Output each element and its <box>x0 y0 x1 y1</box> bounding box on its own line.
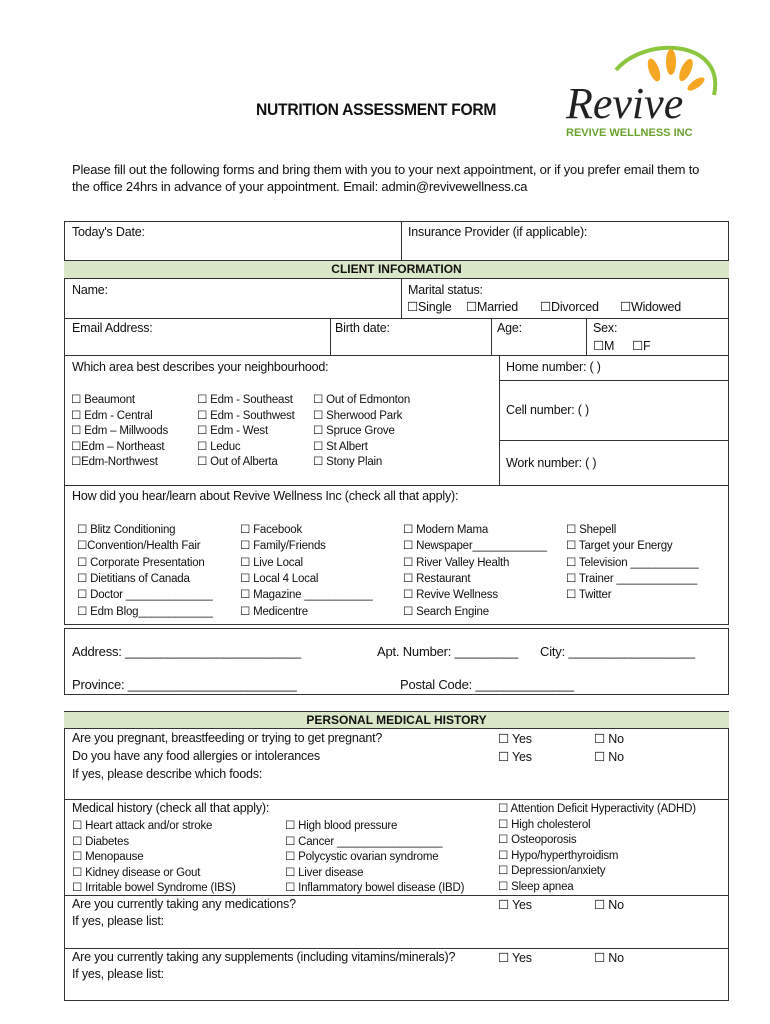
marital-label: Marital status: <box>408 283 483 297</box>
allergies-no[interactable]: ☐ No <box>594 750 624 764</box>
supplements-yes[interactable]: ☐ Yes <box>498 951 532 965</box>
birth-date-label[interactable]: Birth date: <box>335 321 390 335</box>
area-col1-checkbox-4[interactable]: ☐Edm – Northeast <box>71 440 165 453</box>
work-number-label[interactable]: Work number: ( ) <box>506 456 597 470</box>
insurance-label[interactable]: Insurance Provider (if applicable): <box>408 225 588 239</box>
medications-no[interactable]: ☐ No <box>594 898 624 912</box>
hear-col3-checkbox-3[interactable]: ☐ River Valley Health <box>403 556 510 569</box>
home-number-label[interactable]: Home number: ( ) <box>506 360 601 374</box>
area-col1-checkbox-3[interactable]: ☐ Edm – Millwoods <box>71 425 169 438</box>
history-col1-checkbox-4[interactable]: ☐ Kidney disease or Gout <box>72 866 201 879</box>
history-col2-checkbox-4[interactable]: ☐ Liver disease <box>285 866 364 879</box>
history-col1-checkbox-2[interactable]: ☐ Diabetes <box>72 835 129 848</box>
history-col1-checkbox-1[interactable]: ☐ Heart attack and/or stroke <box>72 820 213 832</box>
hear-col1-checkbox-1[interactable]: ☐ Blitz Conditioning <box>77 524 176 536</box>
area-col1-checkbox-1[interactable]: ☐ Beaumont <box>71 394 135 406</box>
apt-number-field[interactable]: Apt. Number: _________ <box>377 644 518 659</box>
history-col1-checkbox-5[interactable]: ☐ Irritable bowel Syndrome (IBS) <box>72 882 236 895</box>
hear-col3-checkbox-6[interactable]: ☐ Search Engine <box>403 605 489 618</box>
supplements-no[interactable]: ☐ No <box>594 951 624 965</box>
history-col2-checkbox-1[interactable]: ☐ High blood pressure <box>285 820 398 832</box>
medications-question: Are you currently taking any medications? <box>72 897 296 911</box>
history-col2-checkbox-3[interactable]: ☐ Polycystic ovarian syndrome <box>285 851 439 864</box>
history-col3-checkbox-6[interactable]: ☐ Sleep apnea <box>498 881 574 893</box>
city-field[interactable]: City: __________________ <box>540 644 695 659</box>
hear-col3-checkbox-1[interactable]: ☐ Modern Mama <box>403 524 489 536</box>
hear-col3-checkbox-5[interactable]: ☐ Revive Wellness <box>403 589 498 602</box>
history-col2-checkbox-5[interactable]: ☐ Inflammatory bowel disease (IBD) <box>285 882 465 895</box>
history-col2-checkbox-2[interactable]: ☐ Cancer _________________ <box>285 835 443 848</box>
hear-col1-checkbox-6[interactable]: ☐ Edm Blog____________ <box>77 605 213 618</box>
hear-col4-checkbox-2[interactable]: ☐ Target your Energy <box>566 540 673 553</box>
logo-sub: REVIVE WELLNESS INC <box>566 127 693 139</box>
area-col1-checkbox-2[interactable]: ☐ Edm - Central <box>71 409 153 422</box>
revive-logo <box>556 40 726 140</box>
allergies-question: Do you have any food allergies or intolerances <box>72 749 320 763</box>
history-col3-checkbox-1[interactable]: ☐ Attention Deficit Hyperactivity (ADHD) <box>498 803 696 815</box>
neighbourhood-question: Which area best describes your neighbourhood: <box>72 360 329 374</box>
area-col2-checkbox-4[interactable]: ☐ Leduc <box>197 440 241 453</box>
date-insurance-box <box>64 221 729 261</box>
allergies-describe[interactable]: If yes, please describe which foods: <box>72 767 263 781</box>
hear-col3-checkbox-4[interactable]: ☐ Restaurant <box>403 572 471 585</box>
age-label[interactable]: Age: <box>497 321 522 335</box>
area-col1-checkbox-5[interactable]: ☐Edm-Northwest <box>71 456 158 469</box>
male-checkbox[interactable]: ☐M <box>593 339 615 353</box>
hear-col1-checkbox-2[interactable]: ☐Convention/Health Fair <box>77 540 201 553</box>
email-label[interactable]: Email Address: <box>72 321 153 335</box>
divorced-checkbox[interactable]: ☐Divorced <box>540 300 599 314</box>
hear-col2-checkbox-4[interactable]: ☐ Local 4 Local <box>240 572 319 585</box>
area-col3-checkbox-2[interactable]: ☐ Sherwood Park <box>313 409 403 422</box>
area-col2-checkbox-5[interactable]: ☐ Out of Alberta <box>197 456 278 469</box>
history-col3-checkbox-5[interactable]: ☐ Depression/anxiety <box>498 865 606 878</box>
history-col1-checkbox-3[interactable]: ☐ Menopause <box>72 851 144 864</box>
widowed-checkbox[interactable]: ☐Widowed <box>620 300 682 314</box>
intro-text: Please fill out the following forms and bring them with you to your next appointment, or if you prefer email them to the office 24hrs in advance of your appointment. Email: admin@revivewellness.ca <box>72 162 700 194</box>
province-field[interactable]: Province: ________________________ <box>72 677 297 692</box>
area-col2-checkbox-3[interactable]: ☐ Edm - West <box>197 425 268 438</box>
pregnant-no[interactable]: ☐ No <box>594 732 624 746</box>
history-col3-checkbox-4[interactable]: ☐ Hypo/hyperthyroidism <box>498 849 619 862</box>
area-col3-checkbox-4[interactable]: ☐ St Albert <box>313 440 368 453</box>
hear-col2-checkbox-3[interactable]: ☐ Live Local <box>240 556 303 569</box>
medical-history-question: Medical history (check all that apply): <box>72 801 270 815</box>
medications-list[interactable]: If yes, please list: <box>72 914 164 928</box>
hear-col1-checkbox-5[interactable]: ☐ Doctor ______________ <box>77 589 213 602</box>
area-col3-checkbox-3[interactable]: ☐ Spruce Grove <box>313 425 395 438</box>
hear-col2-checkbox-5[interactable]: ☐ Magazine ___________ <box>240 589 373 602</box>
area-col3-checkbox-5[interactable]: ☐ Stony Plain <box>313 456 383 469</box>
area-col3-checkbox-1[interactable]: ☐ Out of Edmonton <box>313 394 411 406</box>
pregnant-yes[interactable]: ☐ Yes <box>498 732 532 746</box>
logo-word: Revive <box>566 79 684 128</box>
client-info-heading: CLIENT INFORMATION <box>64 260 729 279</box>
allergies-yes[interactable]: ☐ Yes <box>498 750 532 764</box>
history-col3-checkbox-3[interactable]: ☐ Osteoporosis <box>498 834 577 847</box>
supplements-question: Are you currently taking any supplements (including vitamins/minerals)? <box>72 950 456 964</box>
medications-yes[interactable]: ☐ Yes <box>498 898 532 912</box>
history-col3-checkbox-2[interactable]: ☐ High cholesterol <box>498 818 591 831</box>
medical-history-heading: PERSONAL MEDICAL HISTORY <box>64 711 729 729</box>
area-col2-checkbox-1[interactable]: ☐ Edm - Southeast <box>197 394 293 406</box>
married-checkbox[interactable]: ☐Married <box>466 300 518 314</box>
pregnant-question: Are you pregnant, breastfeeding or trying to get pregnant? <box>72 731 383 745</box>
address-field[interactable]: Address: _________________________ <box>72 644 301 659</box>
name-label[interactable]: Name: <box>72 283 108 297</box>
todays-date-label[interactable]: Today's Date: <box>72 225 145 239</box>
hear-col4-checkbox-3[interactable]: ☐ Television ___________ <box>566 556 699 569</box>
page-title: NUTRITION ASSESSMENT FORM <box>256 100 497 119</box>
hear-col4-checkbox-5[interactable]: ☐ Twitter <box>566 589 612 602</box>
hear-col2-checkbox-1[interactable]: ☐ Facebook <box>240 524 303 536</box>
hear-col4-checkbox-4[interactable]: ☐ Trainer _____________ <box>566 572 698 585</box>
hear-col1-checkbox-3[interactable]: ☐ Corporate Presentation <box>77 556 205 569</box>
hear-col1-checkbox-4[interactable]: ☐ Dietitians of Canada <box>77 572 190 585</box>
hear-col2-checkbox-2[interactable]: ☐ Family/Friends <box>240 540 326 553</box>
hear-question: How did you hear/learn about Revive Wellness Inc (check all that apply): <box>72 489 459 503</box>
hear-col2-checkbox-6[interactable]: ☐ Medicentre <box>240 605 308 618</box>
sex-label: Sex: <box>593 321 618 335</box>
hear-col4-checkbox-1[interactable]: ☐ Shepell <box>566 524 617 536</box>
hear-col3-checkbox-2[interactable]: ☐ Newspaper____________ <box>403 540 547 553</box>
area-col2-checkbox-2[interactable]: ☐ Edm - Southwest <box>197 409 295 422</box>
supplements-list[interactable]: If yes, please list: <box>72 967 164 981</box>
female-checkbox[interactable]: ☐F <box>632 339 651 353</box>
cell-number-label[interactable]: Cell number: ( ) <box>506 403 589 417</box>
postal-code-field[interactable]: Postal Code: ______________ <box>400 677 574 692</box>
single-checkbox[interactable]: ☐Single <box>407 300 452 314</box>
